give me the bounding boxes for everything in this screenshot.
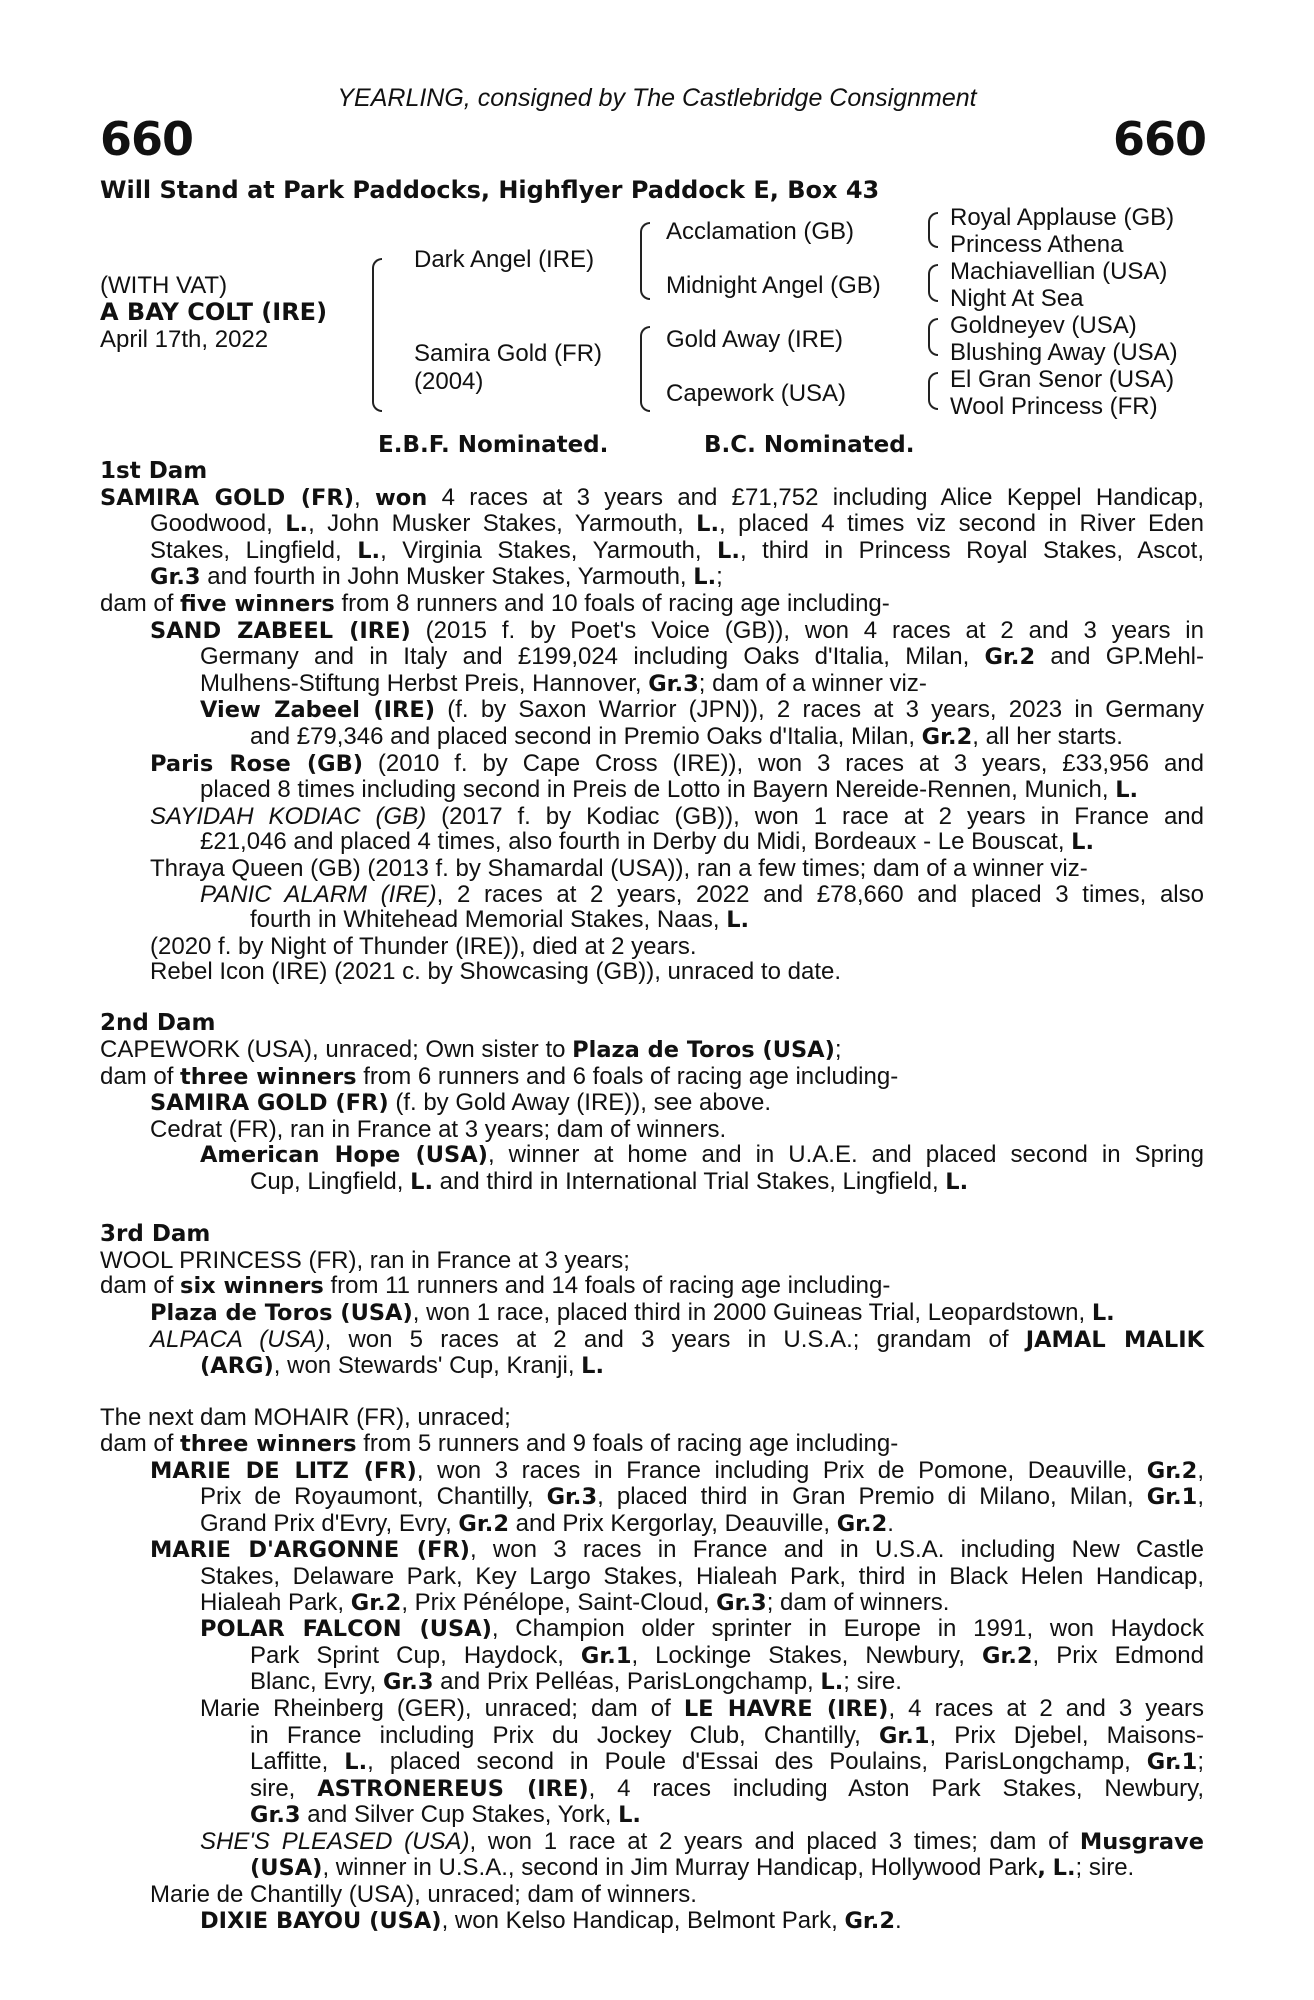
text-run: ; xyxy=(1197,1748,1205,1776)
bold-text: L. xyxy=(693,564,717,591)
text-run: (2020 f. by Night of Thunder (IRE)), died at 2 years. xyxy=(150,932,697,960)
bold-text: won xyxy=(374,484,428,511)
pedigree-g8: Wool Princess (FR) xyxy=(950,393,1158,420)
bold-text: Gr.2 xyxy=(836,1510,888,1537)
bold-text: Gr.2 xyxy=(458,1510,509,1537)
text-run: , won 5 races at 2 and 3 years in U.S.A.; grandam of xyxy=(324,1325,1026,1353)
text-run: , all her starts. xyxy=(972,722,1123,750)
pedigree-dam-year: (2004) xyxy=(414,368,484,395)
pedigree-brace-g4 xyxy=(928,372,938,410)
text-run: . xyxy=(887,1509,894,1537)
text-run: ; sire. xyxy=(843,1668,902,1696)
text-run: from 6 runners and 6 foals of racing age including- xyxy=(356,1062,899,1090)
bold-text: three winners xyxy=(180,1063,357,1090)
text-run: and fourth in John Musker Stakes, Yarmouth, xyxy=(200,563,694,591)
bold-text: Gr.2 xyxy=(844,1907,895,1934)
text-run: Thraya Queen (GB) (2013 f. by Shamardal (USA)), ran a few times; dam of a winner viz- xyxy=(150,854,1088,882)
pedigree-g4: Night At Sea xyxy=(950,285,1084,312)
bold-text: Gr.3 xyxy=(546,1484,598,1511)
bold-text: L. xyxy=(1071,829,1095,856)
bold-text: Gr.2 xyxy=(350,1589,402,1616)
catalogue-line xyxy=(100,1829,1204,1856)
ebf-nomination: E.B.F. Nominated. xyxy=(378,432,609,458)
catalogue-line xyxy=(100,777,1204,804)
catalogue-line xyxy=(100,1484,1204,1511)
text-run: , third in Princess Royal Stakes, Ascot, xyxy=(739,536,1204,564)
stand-info: Will Stand at Park Paddocks, Highflyer Paddock E, Box 43 xyxy=(100,176,880,204)
text-run: Cup, Lingfield, xyxy=(250,1168,411,1196)
catalogue-line xyxy=(100,564,1204,591)
text-run: Stakes, Lingfield, xyxy=(150,536,358,564)
bold-text: SAMIRA GOLD (FR) xyxy=(100,484,354,511)
catalogue-line xyxy=(100,458,1204,485)
text-run: (f. by Gold Away (IRE)), see above. xyxy=(388,1089,772,1117)
catalogue-line xyxy=(100,485,1204,512)
catalogue-line xyxy=(100,934,1204,960)
text-run: placed 8 times including second in Preis de Lotto in Bayern Nereide-Rennen, Munich, xyxy=(200,776,1116,804)
text-run: (2010 f. by Cape Cross (IRE)), won 3 races at 3 years, £33,956 and xyxy=(363,749,1204,777)
bold-text: SAMIRA GOLD (FR) xyxy=(150,1090,389,1117)
text-run: , xyxy=(1197,1483,1204,1511)
catalogue-line xyxy=(100,644,1204,671)
text-run: dam of xyxy=(100,1272,181,1300)
bold-text: L. xyxy=(820,1669,844,1696)
text-run: Stakes, Delaware Park, Key Largo Stakes, Hialeah Park, third in Black Helen Handicap, xyxy=(200,1562,1204,1590)
bold-text: Gr.3 xyxy=(716,1589,767,1616)
bold-text: Gr.3 xyxy=(150,564,201,591)
text-run: , won Kelso Handicap, Belmont Park, xyxy=(441,1906,845,1934)
text-run: Prix de Royaumont, Chantilly, xyxy=(200,1483,547,1511)
text-run: , Prix Edmond xyxy=(1032,1641,1205,1669)
catalogue-line xyxy=(100,1908,1204,1935)
catalogue-line xyxy=(100,907,1204,934)
bold-text: (ARG) xyxy=(200,1353,274,1380)
text-run: , John Musker Stakes, Yarmouth, xyxy=(308,510,697,538)
bold-text: American Hope (USA) xyxy=(200,1142,488,1169)
text-run: Rebel Icon (IRE) (2021 c. by Showcasing (GB)), unraced to date. xyxy=(150,958,841,986)
bold-text: Gr.3 xyxy=(250,1802,301,1829)
catalogue-line xyxy=(100,591,1204,618)
catalogue-line xyxy=(100,1511,1204,1538)
catalogue-line xyxy=(100,804,1204,830)
catalogue-line xyxy=(100,1169,1204,1196)
catalogue-line xyxy=(100,1564,1204,1590)
catalogue-line xyxy=(100,1405,1204,1431)
text-run: 4 races at 3 years and £71,752 including Alice Keppel Handicap, xyxy=(427,483,1204,511)
bold-text: Gr.2 xyxy=(1146,1457,1198,1484)
pedigree-sire-dam: Midnight Angel (GB) xyxy=(666,272,881,299)
catalogue-line xyxy=(100,1037,1204,1064)
bold-text: L. xyxy=(344,1749,368,1776)
pedigree-dam: Samira Gold (FR) xyxy=(414,340,603,367)
text-run: , xyxy=(1197,1456,1204,1484)
text-run: Grand Prix d'Evry, Evry, xyxy=(200,1509,459,1537)
section-heading: 3rd Dam xyxy=(100,1221,211,1248)
pedigree-brace-dam xyxy=(640,326,650,412)
catalogue-line xyxy=(100,1802,1204,1829)
catalogue-line xyxy=(100,1749,1204,1776)
pedigree-sire: Dark Angel (IRE) xyxy=(414,246,595,273)
text-run: dam of xyxy=(100,1429,181,1457)
italic-text: PANIC ALARM (IRE) xyxy=(200,880,437,908)
pedigree-g5: Goldneyev (USA) xyxy=(950,312,1137,339)
text-run: , won 3 races in France including Prix de Pomone, Deauville, xyxy=(416,1456,1147,1484)
catalogue-line xyxy=(100,1300,1204,1327)
text-run: fourth in Whitehead Memorial Stakes, Naas, xyxy=(250,906,727,934)
text-run: CAPEWORK (USA), unraced; Own sister to xyxy=(100,1036,573,1064)
text-run: (2017 f. by Kodiac (GB)), won 1 race at 2 years in France and xyxy=(426,802,1204,830)
text-run: , 2 races at 2 years, 2022 and £78,660 and placed 3 times, also xyxy=(436,880,1204,908)
bold-text: ASTRONEREUS (IRE) xyxy=(317,1775,589,1802)
vat-note: (WITH VAT) xyxy=(100,272,228,299)
catalogue-line xyxy=(100,959,1204,985)
text-run: , placed third in Gran Premio di Milano, Milan, xyxy=(597,1483,1147,1511)
bold-text: Paris Rose (GB) xyxy=(150,750,364,777)
catalogue-line xyxy=(100,1064,1204,1091)
bold-text: L. xyxy=(1052,1855,1076,1882)
pedigree-g2: Princess Athena xyxy=(950,231,1124,258)
catalogue-line xyxy=(100,1882,1204,1908)
catalogue-line xyxy=(100,1117,1204,1143)
catalogue-line xyxy=(100,618,1204,645)
text-run: , won Stewards' Cup, Kranji, xyxy=(273,1352,582,1380)
pedigree-brace-g3 xyxy=(928,318,938,356)
catalogue-line xyxy=(100,1142,1204,1169)
catalogue-line xyxy=(100,697,1204,724)
bold-text: L. xyxy=(581,1353,605,1380)
text-run: , won 1 race at 2 years and placed 3 times; dam of xyxy=(469,1827,1080,1855)
catalogue-line xyxy=(100,1221,1204,1248)
pedigree-dam-dam: Capework (USA) xyxy=(666,380,847,407)
text-run: Goodwood, xyxy=(150,510,286,538)
bold-text: Gr.3 xyxy=(648,670,699,697)
text-run: and Silver Cup Stakes, York, xyxy=(300,1801,619,1829)
text-run: , winner at home and in U.A.E. and placed second in Spring xyxy=(487,1141,1204,1169)
catalogue-line xyxy=(100,1353,1204,1380)
lot-number-left: 660 xyxy=(100,112,194,166)
text-run: dam of xyxy=(100,589,181,617)
bold-text: MARIE DE LITZ (FR) xyxy=(150,1457,417,1484)
text-run: and Prix Kergorlay, Deauville, xyxy=(508,1509,837,1537)
bold-text: Gr.1 xyxy=(580,1642,632,1669)
catalogue-line xyxy=(100,1590,1204,1617)
bold-text: Musgrave xyxy=(1079,1828,1204,1855)
text-run: Marie de Chantilly (USA), unraced; dam of winners. xyxy=(150,1881,697,1909)
bold-text: L. xyxy=(357,537,381,564)
catalogue-line xyxy=(100,882,1204,908)
catalogue-line xyxy=(100,1273,1204,1300)
catalogue-line xyxy=(100,1537,1204,1564)
catalogue-body xyxy=(100,458,1204,1934)
text-run: ; dam of a winner viz- xyxy=(698,669,927,697)
catalogue-line xyxy=(100,1431,1204,1458)
italic-text: ALPACA (USA) xyxy=(150,1325,325,1353)
catalogue-line xyxy=(100,856,1204,882)
catalogue-line xyxy=(100,1248,1204,1274)
text-run: , Champion older sprinter in Europe in 1991, won Haydock xyxy=(491,1615,1204,1643)
text-run: , Prix Pénélope, Saint-Cloud, xyxy=(401,1588,717,1616)
text-run: from 8 runners and 10 foals of racing age including- xyxy=(334,589,890,617)
catalogue-line xyxy=(100,511,1204,538)
text-run: , xyxy=(353,483,375,511)
bold-text: SAND ZABEEL (IRE) xyxy=(150,617,411,644)
pedigree-brace-g1 xyxy=(928,212,938,248)
text-run: , 4 races at 2 and 3 years xyxy=(888,1694,1204,1722)
bold-text: Plaza de Toros (USA) xyxy=(150,1300,413,1326)
pedigree-sire-sire: Acclamation (GB) xyxy=(666,218,855,245)
catalogue-line xyxy=(100,1723,1204,1750)
pedigree-brace-sire xyxy=(640,222,650,300)
text-run: and third in International Trial Stakes, Lingfield, xyxy=(433,1168,946,1196)
text-run: from 5 runners and 9 foals of racing age including- xyxy=(356,1429,899,1457)
bold-text: L. xyxy=(717,537,740,564)
text-run: , placed second in Poule d'Essai des Poulains, ParisLongchamp, xyxy=(367,1748,1147,1776)
text-run: WOOL PRINCESS (FR), ran in France at 3 years; xyxy=(100,1246,630,1274)
bold-text: POLAR FALCON (USA) xyxy=(200,1616,492,1643)
bold-text: L. xyxy=(945,1169,969,1196)
catalogue-line xyxy=(100,751,1204,778)
text-run: , winner in U.S.A., second in Jim Murray Handicap, Hollywood Park xyxy=(322,1854,1038,1882)
text-run: from 11 runners and 14 foals of racing age including- xyxy=(323,1272,891,1300)
text-run: Mulhens-Stiftung Herbst Preis, Hannover, xyxy=(200,669,649,697)
text-run: , Prix Djebel, Maisons- xyxy=(929,1721,1204,1749)
bold-text: Plaza de Toros (USA) xyxy=(572,1037,835,1064)
text-run: Hialeah Park, xyxy=(200,1588,351,1616)
text-run: Cedrat (FR), ran in France at 3 years; dam of winners. xyxy=(150,1115,727,1143)
bold-text: Gr.3 xyxy=(382,1669,434,1696)
catalogue-line xyxy=(100,1010,1204,1037)
text-run: (2015 f. by Poet's Voice (GB)), won 4 races at 2 and 3 years in xyxy=(410,616,1204,644)
catalogue-line xyxy=(100,1327,1204,1354)
italic-text: SAYIDAH KODIAC (GB) xyxy=(150,802,427,830)
pedigree-dam-sire: Gold Away (IRE) xyxy=(666,326,843,353)
bold-text: Gr.2 xyxy=(981,1642,1033,1669)
bold-text: L. xyxy=(1091,1300,1115,1326)
bold-text: L. xyxy=(726,907,750,934)
text-run: Park Sprint Cup, Haydock, xyxy=(250,1641,581,1669)
catalogue-line xyxy=(100,1669,1204,1696)
catalogue-line xyxy=(100,724,1204,751)
bold-text: six winners xyxy=(180,1273,324,1300)
pedigree-g6: Blushing Away (USA) xyxy=(950,339,1178,366)
bc-nomination: B.C. Nominated. xyxy=(704,432,915,458)
horse-dob: April 17th, 2022 xyxy=(100,326,269,353)
bold-text: JAMAL MALIK xyxy=(1025,1326,1205,1353)
section-gap xyxy=(100,985,1204,1011)
catalogue-line xyxy=(100,1776,1204,1803)
bold-text: five winners xyxy=(180,590,335,617)
pedigree-brace-main xyxy=(372,258,382,412)
text-run: , won 3 races in France and in U.S.A. including New Castle xyxy=(469,1536,1204,1564)
bold-text: Gr.1 xyxy=(878,1722,930,1749)
text-run: and £79,346 and placed second in Premio Oaks d'Italia, Milan, xyxy=(250,722,922,750)
bold-text: LE HAVRE (IRE) xyxy=(683,1695,889,1722)
lot-number-right: 660 xyxy=(1112,112,1206,166)
catalogue-line xyxy=(100,1458,1204,1485)
catalogue-line xyxy=(100,1696,1204,1723)
text-run: ; dam of winners. xyxy=(766,1588,950,1616)
bold-text: Gr.2 xyxy=(984,644,1036,671)
text-run: £21,046 and placed 4 times, also fourth in Derby du Midi, Bordeaux - Le Bouscat, xyxy=(200,828,1072,856)
bold-text: L. xyxy=(1115,777,1139,804)
bold-text: (USA) xyxy=(250,1855,323,1882)
horse-name: A BAY COLT (IRE) xyxy=(100,298,328,326)
text-run: , placed 4 times viz second in River Eden xyxy=(719,510,1204,538)
text-run: , won 1 race, placed third in 2000 Guineas Trial, Leopardstown, xyxy=(412,1299,1092,1326)
bold-text: L. xyxy=(410,1169,433,1196)
text-run: sire, xyxy=(250,1774,318,1802)
bold-text: L. xyxy=(696,511,720,538)
pedigree-g3: Machiavellian (USA) xyxy=(950,258,1168,285)
text-run: , 4 races including Aston Park Stakes, Newbury, xyxy=(588,1774,1204,1802)
bold-text: three winners xyxy=(180,1430,357,1457)
text-run: (f. by Saxon Warrior (JPN)), 2 races at 3 years, 2023 in Germany xyxy=(435,696,1204,724)
section-heading: 2nd Dam xyxy=(100,1010,216,1037)
text-run: The next dam MOHAIR (FR), unraced; xyxy=(100,1404,511,1432)
bold-text: , xyxy=(1037,1855,1046,1882)
catalogue-line xyxy=(100,671,1204,698)
text-run: ; xyxy=(716,563,723,591)
section-gap xyxy=(100,1196,1204,1222)
text-run: in France including Prix du Jockey Club, Chantilly, xyxy=(250,1721,879,1749)
bold-text: L. xyxy=(618,1802,641,1829)
consignment-line: YEARLING, consigned by The Castlebridge Consignment xyxy=(337,84,977,112)
text-run: Blanc, Evry, xyxy=(250,1668,383,1696)
pedigree-brace-g2 xyxy=(928,264,938,302)
bold-text: MARIE D'ARGONNE (FR) xyxy=(150,1537,470,1564)
bold-text: Gr.1 xyxy=(1146,1484,1198,1511)
bold-text: View Zabeel (IRE) xyxy=(200,697,436,724)
text-run: and Prix Pelléas, ParisLongchamp, xyxy=(433,1668,821,1696)
bold-text: L. xyxy=(285,511,309,538)
text-run: , Lockinge Stakes, Newbury, xyxy=(631,1641,982,1669)
text-run xyxy=(1046,1854,1053,1881)
text-run: , Virginia Stakes, Yarmouth, xyxy=(380,536,718,564)
bold-text: DIXIE BAYOU (USA) xyxy=(200,1907,442,1934)
bold-text: Gr.2 xyxy=(921,723,973,750)
text-run: . xyxy=(895,1906,902,1934)
catalogue-line xyxy=(100,1616,1204,1643)
text-run: ; sire. xyxy=(1075,1854,1135,1882)
text-run: dam of xyxy=(100,1062,181,1090)
text-run: ; xyxy=(834,1036,842,1064)
catalogue-line xyxy=(100,538,1204,565)
catalogue-line xyxy=(100,1090,1204,1117)
bold-text: Gr.1 xyxy=(1146,1749,1198,1776)
text-run: Marie Rheinberg (GER), unraced; dam of xyxy=(200,1694,684,1722)
italic-text: SHE'S PLEASED (USA) xyxy=(200,1827,470,1855)
text-run: and GP.Mehl- xyxy=(1035,643,1204,671)
pedigree-g7: El Gran Senor (USA) xyxy=(950,366,1175,393)
pedigree-g1: Royal Applause (GB) xyxy=(950,204,1175,231)
text-run: Laffitte, xyxy=(250,1748,345,1776)
text-run: Germany and in Italy and £199,024 including Oaks d'Italia, Milan, xyxy=(200,643,985,671)
catalogue-line xyxy=(100,1855,1204,1882)
section-gap xyxy=(100,1380,1204,1406)
catalogue-line xyxy=(100,1643,1204,1670)
section-heading: 1st Dam xyxy=(100,458,208,484)
catalogue-line xyxy=(100,829,1204,856)
